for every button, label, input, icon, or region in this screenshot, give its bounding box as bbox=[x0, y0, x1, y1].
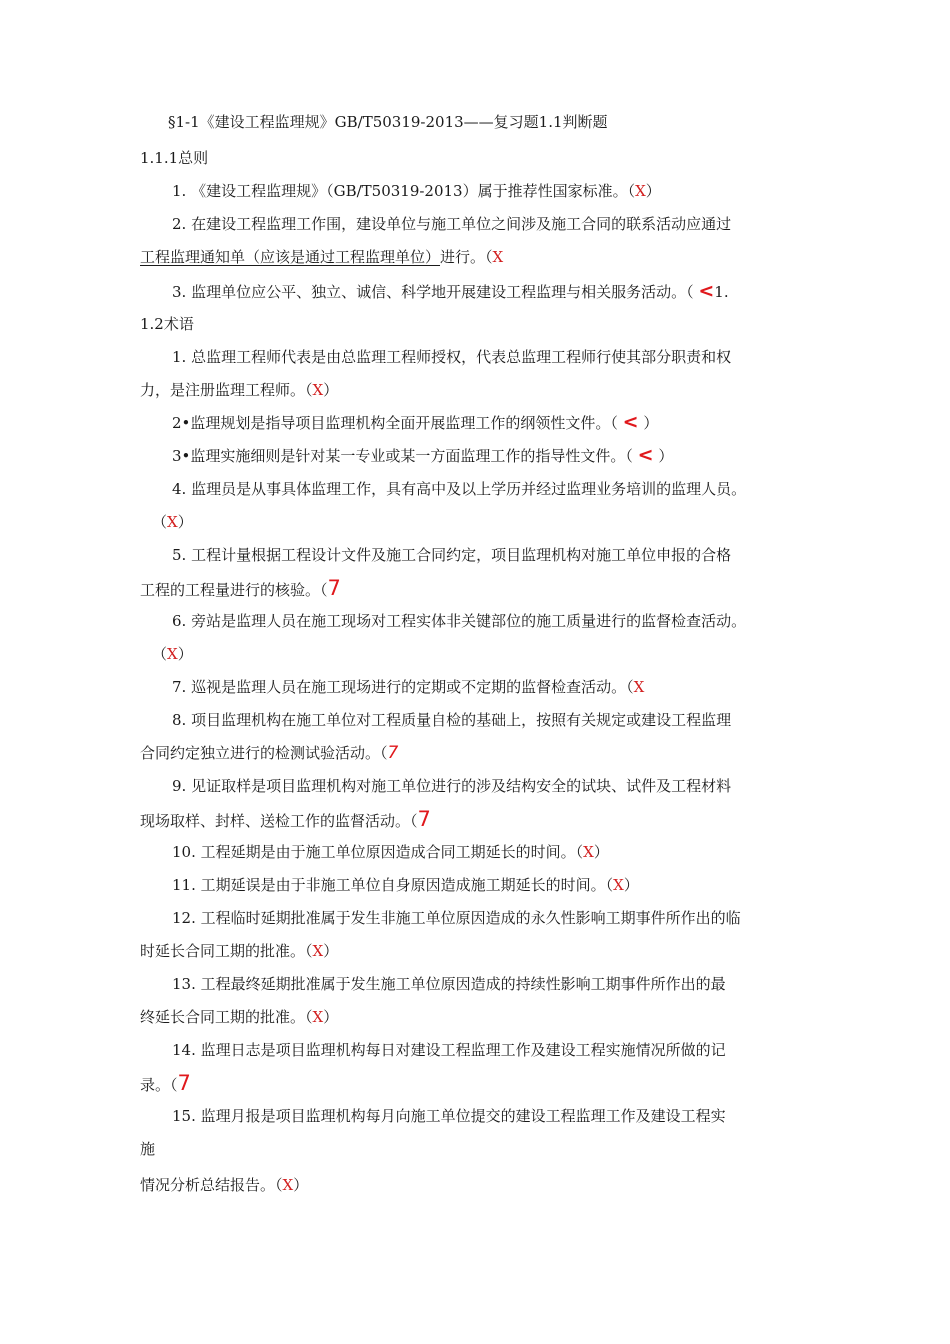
question-2-9-line2: 现场取样、封样、送检工作的监督活动。（7 bbox=[140, 807, 431, 831]
question-2-10: 10. 工程延期是由于施工单位原因造成合同工期延长的时间。（X） bbox=[172, 843, 609, 861]
question-2-8-line2: 合同约定独立进行的检测试验活动。（7 bbox=[140, 743, 399, 763]
document-title: §1-1《建设工程监理规》GB/T50319-2013——复习题1.1判断题 bbox=[168, 113, 608, 131]
answer-mark: 7 bbox=[387, 743, 399, 763]
question-2-4-line1: 4. 监理员是从事具体监理工作，具有高中及以上学历并经过监理业务培训的监理人员。 bbox=[172, 480, 747, 498]
answer-mark: X bbox=[635, 182, 646, 200]
answer-mark: < bbox=[622, 411, 639, 433]
question-2-2: 2•监理规划是指导项目监理机构全面开展监理工作的纲领性文件。（ < ） bbox=[172, 411, 659, 433]
question-2-14-line2: 录。（7 bbox=[140, 1071, 191, 1095]
answer-mark: 7 bbox=[417, 807, 431, 831]
question-2-11: 11. 工期延误是由于非施工单位自身原因造成施工期延长的时间。（X） bbox=[172, 876, 639, 894]
answer-mark: 7 bbox=[177, 1071, 191, 1095]
answer-mark: X bbox=[613, 876, 624, 894]
question-2-14-line1: 14. 监理日志是项目监理机构每日对建设工程监理工作及建设工程实施情况所做的记 bbox=[172, 1041, 726, 1059]
question-2-5-line1: 5. 工程计量根据工程设计文件及施工合同约定，项目监理机构对施工单位申报的合格 bbox=[172, 546, 732, 564]
question-2-1-line2: 力，是注册监理工程师。（X） bbox=[140, 381, 339, 399]
question-2-5-line2: 工程的工程量进行的核验。（7 bbox=[140, 576, 341, 600]
question-2-13-line1: 13. 工程最终延期批准属于发生施工单位原因造成的持续性影响工期事件所作出的最 bbox=[172, 975, 726, 993]
question-1-3: 3. 监理单位应公平、独立、诚信、科学地开展建设工程监理与相关服务活动。（ <1. bbox=[172, 280, 729, 302]
answer-mark: X bbox=[282, 1176, 294, 1194]
question-2-15-line1: 15. 监理月报是项目监理机构每月向施工单位提交的建设工程监理工作及建设工程实 bbox=[172, 1107, 726, 1125]
answer-mark: X bbox=[312, 1008, 324, 1026]
question-2-6-line2: （X） bbox=[152, 645, 193, 663]
question-2-1-line1: 1. 总监理工程师代表是由总监理工程师授权，代表总监理工程师行使其部分职责和权 bbox=[172, 348, 732, 366]
answer-mark: < bbox=[698, 280, 715, 302]
question-2-12-line1: 12. 工程临时延期批准属于发生非施工单位原因造成的永久性影响工期事件所作出的临 bbox=[172, 909, 741, 927]
answer-mark: X bbox=[312, 381, 324, 399]
question-2-7: 7. 巡视是监理人员在施工现场进行的定期或不定期的监督检查活动。（X bbox=[172, 678, 645, 696]
answer-mark: X bbox=[167, 645, 178, 663]
section-heading-terms: 1.2术语 bbox=[140, 315, 194, 333]
answer-mark: X bbox=[583, 843, 594, 861]
question-2-6-line1: 6. 旁站是监理人员在施工现场对工程实体非关键部位的施工质量进行的监督检查活动。 bbox=[172, 612, 747, 630]
question-2-3: 3•监理实施细则是针对某一专业或某一方面监理工作的指导性文件。（ < ） bbox=[172, 444, 674, 466]
answer-mark: < bbox=[637, 444, 654, 466]
answer-mark: X bbox=[312, 942, 324, 960]
answer-mark: 7 bbox=[327, 576, 341, 600]
question-2-15-line2: 施 bbox=[140, 1140, 156, 1158]
question-2-4-line2: （X） bbox=[152, 513, 193, 531]
answer-mark: X bbox=[492, 248, 504, 266]
question-1-2-line1: 2. 在建设工程监理工作围，建设单位与施工单位之间涉及施工合同的联系活动应通过 bbox=[172, 215, 732, 233]
answer-mark: X bbox=[633, 678, 645, 696]
question-2-9-line1: 9. 见证取样是项目监理机构对施工单位进行的涉及结构安全的试块、试件及工程材料 bbox=[172, 777, 732, 795]
answer-mark: X bbox=[167, 513, 178, 531]
question-2-15-line3: 情况分析总结报告。（X） bbox=[140, 1176, 309, 1194]
question-2-13-line2: 终延长合同工期的批准。（X） bbox=[140, 1008, 339, 1026]
question-1-1: 1. 《建设工程监理规》（GB/T50319-2013）属于推荐性国家标准。（X） bbox=[172, 182, 661, 200]
question-2-8-line1: 8. 项目监理机构在施工单位对工程质量自检的基础上，按照有关规定或建设工程监理 bbox=[172, 711, 732, 729]
question-1-2-line2: 工程监理通知单（应该是通过工程监理单位）进行。（X bbox=[140, 248, 504, 266]
question-2-12-line2: 时延长合同工期的批准。（X） bbox=[140, 942, 339, 960]
section-heading-general: 1.1.1总则 bbox=[140, 149, 209, 167]
